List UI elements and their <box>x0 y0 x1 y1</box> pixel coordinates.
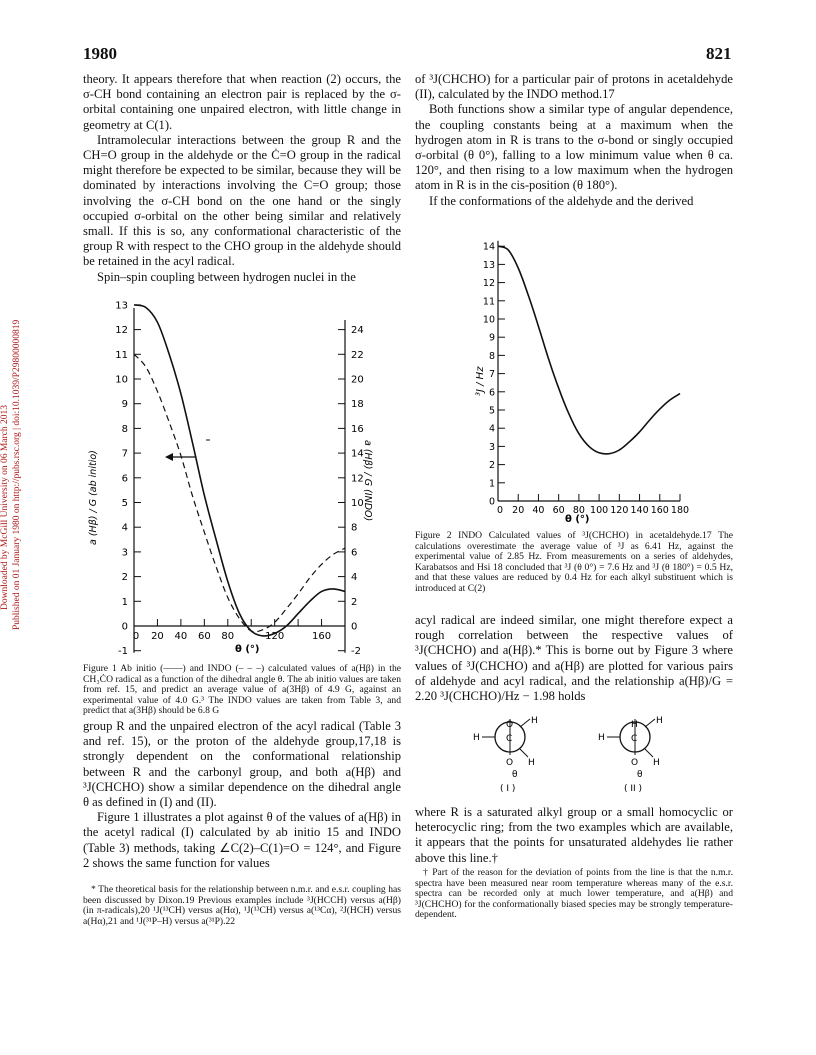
paragraph: of ³J(CHCHO) for a particular pair of protons in acetaldehyde (II), calculated by the INDO method.17 <box>415 72 733 102</box>
atom-label: θ <box>637 770 643 780</box>
y-tick-label: 6 <box>488 387 495 399</box>
x-tick-label: 120 <box>610 505 629 516</box>
paragraph: theory. It appears therefore that when reaction (2) occurs, the σ-CH bond containing an electron pair is replaced by the σ-orbital containing one unpaired electron, with little change in geometry at C(1). <box>83 72 401 132</box>
y-tick-label: 0 <box>488 496 495 508</box>
paragraph: where R is a saturated alkyl group or a small homocyclic or heterocyclic ring; from the two examples which are available, it appears that the points for unsaturated aldehydes lie rather above this line.† <box>415 805 733 865</box>
atom-label: H <box>653 758 660 768</box>
y-tick-label: 7 <box>488 369 495 381</box>
indo-series-line <box>134 354 345 631</box>
x-tick-label: 0 <box>496 505 504 516</box>
y-tick-label: 4 <box>488 423 495 435</box>
left-tick-label: 0 <box>121 621 128 633</box>
x-tick-label: 20 <box>512 505 525 516</box>
x-tick-label: 80 <box>221 631 235 642</box>
footnote-star: * The theoretical basis for the relationship between n.m.r. and e.s.r. coupling has been discussed by Dixon.19 Previous examples include ³J(HCCH) versus a(Hβ) (in π-radicals),20 ¹J(¹³CH) versus a(Hα), ¹J(¹³CH) versus a(¹³Cα), ²J(HCH) versus a(Hα),21 and ¹J(³¹P–H) versus a(³¹P).22 <box>83 884 401 927</box>
atom-label: H <box>531 716 538 726</box>
right-tick-label: 6 <box>351 547 358 559</box>
left-column-bottom <box>83 719 401 871</box>
y-tick-label: 5 <box>488 405 495 417</box>
y-axis-label: ³J / Hz <box>475 366 486 396</box>
right-tick-label: 12 <box>351 473 364 485</box>
ab-initio-series-line <box>134 305 345 636</box>
right-tick-label: 20 <box>351 374 364 386</box>
atom-label: H <box>631 720 638 730</box>
structure-2 <box>598 716 663 794</box>
download-watermark <box>0 180 22 640</box>
x-tick-label: 20 <box>151 631 164 642</box>
left-axis-label: a (Hβ) / G (ab initio) <box>88 450 99 545</box>
page-number: 821 <box>706 44 732 63</box>
atom-label: O <box>506 720 514 730</box>
x-tick-label: 120 <box>265 631 285 642</box>
paragraph: Spin–spin coupling between hydrogen nuclei in the <box>97 269 356 284</box>
journal-year: 1980 <box>83 44 117 63</box>
y-tick-label: 11 <box>482 296 495 308</box>
atom-label: H <box>473 733 480 743</box>
paragraph: If the conformations of the aldehyde and the derived <box>429 193 694 208</box>
left-tick-label: 7 <box>121 448 128 460</box>
x-tick-label: 60 <box>552 505 565 516</box>
figure-1-chart <box>83 300 403 660</box>
atom-label: H <box>656 716 663 726</box>
y-tick-label: 8 <box>488 350 495 362</box>
structure-1 <box>473 716 538 794</box>
y-tick-label: 14 <box>482 241 495 253</box>
paragraph: Both functions show a similar type of angular dependence, the coupling constants being at a maximum when the hydrogen atom in R is trans to the σ-bond or singly occupied σ-orbital (θ 0°), falling to a low minimum value when θ ca. 120°, and then rising to a low maximum when the hydrogen atom in R is in the cis-position (θ 180°). <box>415 102 733 193</box>
y-tick-label: 10 <box>482 314 495 326</box>
right-tick-label: 8 <box>351 522 358 534</box>
right-tick-label: 2 <box>351 596 358 608</box>
right-tick-label: 0 <box>351 621 358 633</box>
x-axis-label: θ (°) <box>235 644 260 655</box>
watermark-line-2: Published on 01 January 1980 on http://pubs.rsc.org | doi:10.1039/P29800000819 <box>12 319 22 630</box>
x-tick-label: 160 <box>650 505 669 516</box>
figure-2-chart <box>450 208 700 528</box>
left-tick-label: 6 <box>121 473 128 485</box>
right-tick-label: 10 <box>351 498 364 509</box>
indo-3j-series-line <box>498 246 680 454</box>
left-tick-label: 5 <box>121 498 128 509</box>
watermark-line-1: Downloaded by McGill University on 06 March 2013 <box>0 404 10 610</box>
x-tick-label: 60 <box>197 631 211 642</box>
x-tick-label: 100 <box>590 505 609 516</box>
x-tick-label: 40 <box>174 631 188 642</box>
right-column-bottom <box>415 805 733 866</box>
y-tick-label: 3 <box>488 441 495 453</box>
figure-2-caption: Figure 2 INDO Calculated values of ³J(CHCHO) in acetaldehyde.17 The calculations overestimate the average value of ³J as 6.41 Hz, against the experimental value of 2.85 Hz. From measurements on a series of aldehydes, Karabatsos and Hsi 18 concluded that ³J (θ 0°) = 7.6 Hz and ³J (θ 180°) = 0.5 Hz, and that these values are reduced by 0.4 Hz for each alkyl substituent which is introduced at C(2) <box>415 530 733 594</box>
left-tick-label: 4 <box>121 522 128 534</box>
structure-label: ( II ) <box>624 784 643 794</box>
right-tick-label: 4 <box>351 572 358 584</box>
x-tick-label: 40 <box>532 505 545 516</box>
atom-label: H <box>598 733 605 743</box>
atom-label: C <box>506 734 513 744</box>
x-tick-label: 0 <box>132 631 140 642</box>
left-tick-label: 9 <box>121 399 128 411</box>
right-tick-label: 14 <box>351 448 364 460</box>
atom-label: O <box>631 758 639 768</box>
left-tick-label: 13 <box>115 300 128 312</box>
right-tick-label: 22 <box>351 349 364 361</box>
figure-1-caption: Figure 1 Ab initio (——) and INDO (– – –) calculated values of a(Hβ) in the CH₃ĊO radical as a function of the dihedral angle θ. The ab initio values are taken from ref. 15, and predict an average value of a(3Hβ) of 4.9 G, against an experimental value of 4.0 G.³ The INDO values are taken from Table 3, and predict that a(3Hβ) should be 6.8 G <box>83 663 401 717</box>
left-tick-label: 3 <box>121 547 128 559</box>
y-tick-label: 2 <box>488 460 495 472</box>
right-tick-label: 16 <box>351 423 364 435</box>
left-column-top <box>83 72 401 285</box>
left-tick-label: 2 <box>121 572 128 584</box>
x-tick-label: 160 <box>312 631 332 642</box>
structure-label: ( I ) <box>500 784 516 794</box>
paragraph: Figure 1 illustrates a plot against θ of the values of a(Hβ) in the acetyl radical (I) calculated by ab initio 15 and INDO (Table 3) methods, taking ∠C(2)–C(1)=O = 124°, and Figure 2 shows the same function for values <box>83 810 401 870</box>
right-tick-label: 18 <box>351 399 364 411</box>
right-tick-label: 24 <box>351 325 364 337</box>
y-tick-label: 12 <box>482 278 495 290</box>
left-tick-label: 1 <box>121 596 128 608</box>
left-tick-label: 12 <box>115 325 128 337</box>
left-tick-label: -1 <box>118 646 128 658</box>
x-tick-label: 80 <box>572 505 585 516</box>
y-tick-label: 13 <box>482 259 495 271</box>
right-column-mid <box>415 613 733 704</box>
footnote-dagger: † Part of the reason for the deviation of points from the line is that the n.m.r. spectra have been measured near room temperature whereas many of the e.s.r. spectra can be recorded only at much lower temperature, and a(Hβ) and ³J(CHCHO) for the conformationally biased species may be strongly temperature-dependent. <box>415 867 733 921</box>
left-tick-label: 10 <box>115 374 128 386</box>
left-tick-label: 11 <box>115 349 128 361</box>
atom-label: O <box>506 758 514 768</box>
right-tick-label: -2 <box>351 646 361 658</box>
y-tick-label: 9 <box>488 332 495 344</box>
paragraph: acyl radical are indeed similar, one might therefore expect a rough correlation between the respective values of ³J(CHCHO) and a(Hβ).* This is borne out by Figure 3 where values of ³J(CHCHO) and a(Hβ) are plotted for various pairs of aldehyde and acyl radical, and the relationship a(Hβ)/G = 2.20 ³J(CHCHO)/Hz − 1.98 holds <box>415 613 733 704</box>
atom-label: C <box>631 734 638 744</box>
right-axis-label: a (Hβ) / G (INDO) <box>362 440 373 522</box>
atom-label: H <box>528 758 535 768</box>
newman-projections <box>470 715 710 795</box>
atom-label: θ <box>512 770 518 780</box>
paragraph: group R and the unpaired electron of the acyl radical (Table 3 and ref. 15), or the proton of the aldehyde group,17,18 is strongly dependent on the conformational relationship between R and the carbonyl group, and both a(Hβ) and ³J(CHCHO) show a similar dependence on the dihedral angle θ as defined in (I) and (II). <box>83 719 401 810</box>
paragraph: Intramolecular interactions between the group R and the CH=O group in the aldehyde or the Ċ=O group in the radical might therefore be expected to be similar, because they will be dominated by interactions involving the C=O group; those involving the σ-CH bond on the one hand or the singly occupied σ-orbital on the other being similar and relatively small. If this is so, any conformational characteristic of the group R with respect to the CHO group in the aldehyde should be retained in the acyl radical. <box>83 132 401 269</box>
x-tick-label: 140 <box>630 505 649 516</box>
x-axis-label: θ (°) <box>565 514 590 525</box>
left-tick-label: 8 <box>121 423 128 435</box>
x-tick-label: 180 <box>670 505 690 516</box>
y-tick-label: 1 <box>488 478 495 490</box>
right-column-top <box>415 72 733 209</box>
